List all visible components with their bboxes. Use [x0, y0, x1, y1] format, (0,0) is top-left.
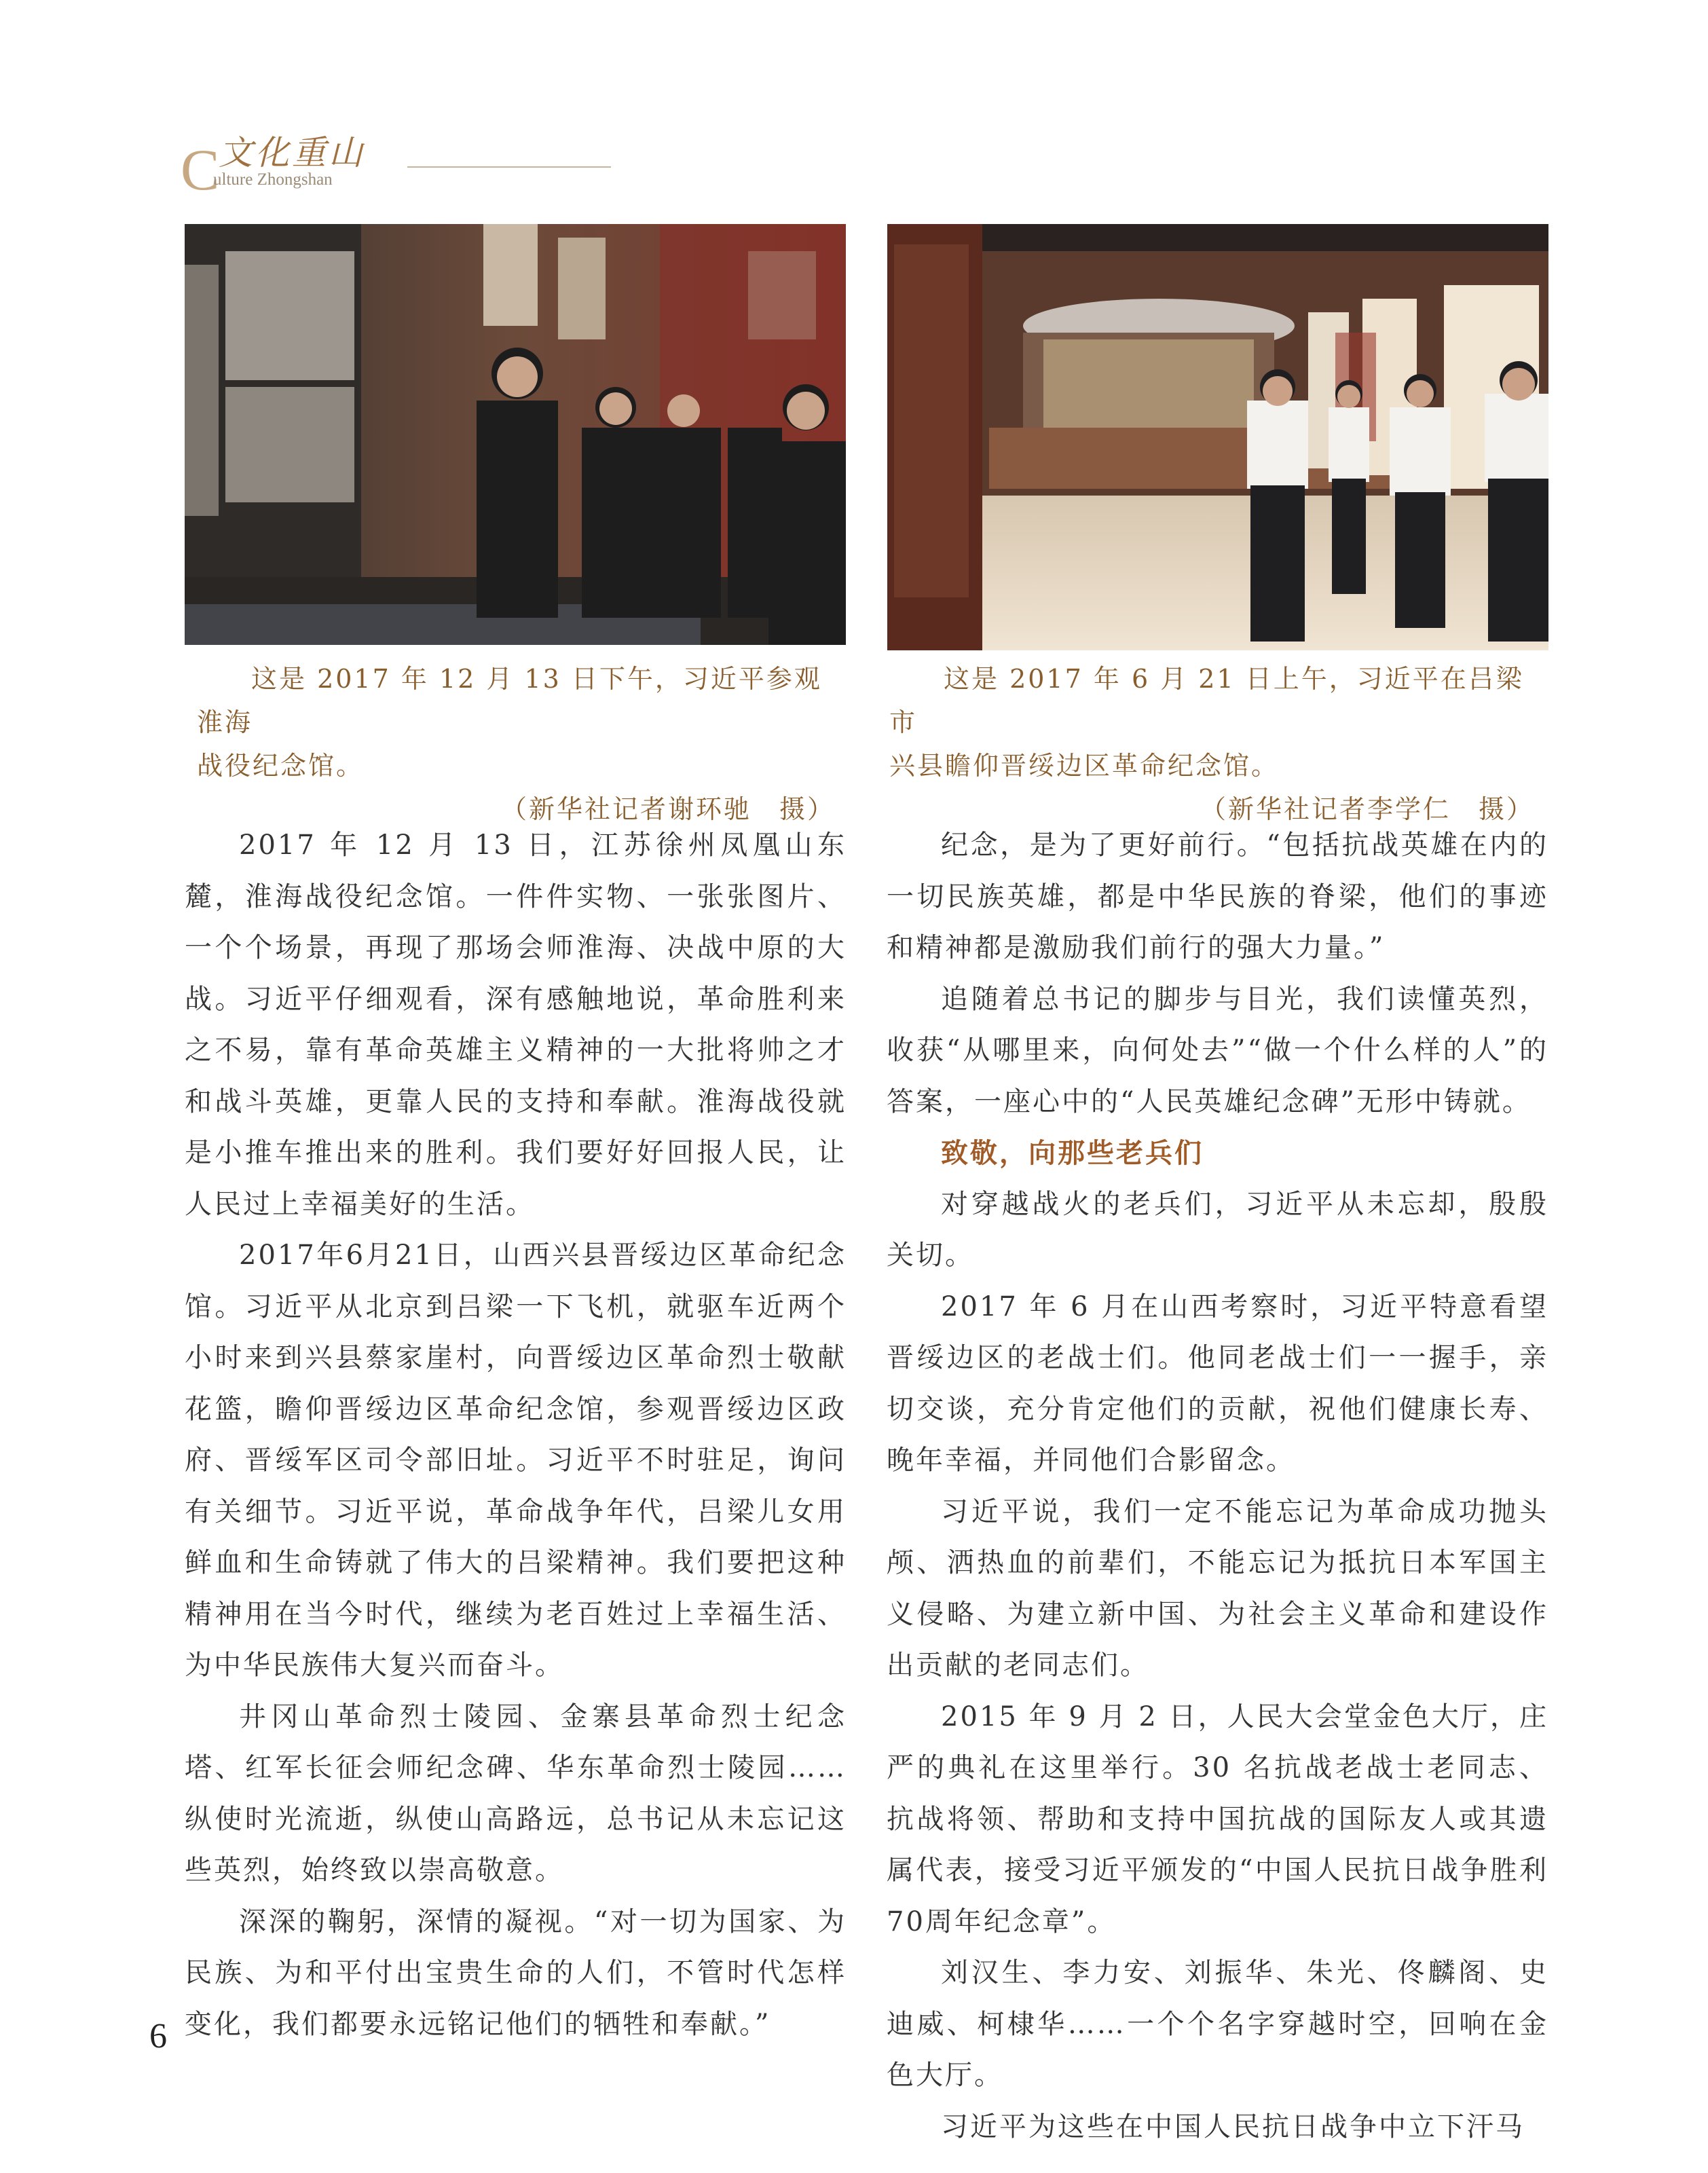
paragraph: 习近平为这些在中国人民抗日战争中立下汗马 [941, 2111, 1525, 2142]
photo-caption-1 [197, 657, 849, 831]
caption-2-credit: （新华社记者李学仁 摄） [1200, 794, 1534, 824]
caption-1-credit: （新华社记者谢环驰 摄） [500, 794, 835, 824]
paragraph: 2015 年 9 月 2 日，人民大会堂金色大厅，庄严的典礼在这里举行。30 名抗战老战士老同志、抗战将领、帮助和支持中国抗战的国际友人或其遗属代表，接受习近平颁发的“中国人民抗日战争胜利70周年纪念章”。 [887, 1701, 1548, 1937]
paragraph: 习近平说，我们一定不能忘记为革命成功抛头颅、洒热血的前辈们，不能忘记为抵抗日本军国主义侵略、为建立新中国、为社会主义革命和建设作出贡献的老同志们。 [887, 1496, 1548, 1681]
header-initial: C [181, 137, 220, 202]
paragraph: 刘汉生、李力安、刘振华、朱光、佟麟阁、史迪威、柯棣华……一个个名字穿越时空，回响在金色大厅。 [887, 1957, 1548, 2091]
paragraph: 追随着总书记的脚步与目光，我们读懂英烈，收获“从哪里来，向何处去”“做一个什么样的人”的答案，一座心中的“人民英雄纪念碑”无形中铸就。 [887, 983, 1548, 1117]
paragraph: 井冈山革命烈士陵园、金寨县革命烈士纪念塔、红军长征会师纪念碑、华东革命烈士陵园……纵使时光流逝，纵使山高路远，总书记从未忘记这些英烈，始终致以崇高敬意。 [185, 1701, 847, 1886]
caption-2-line-1: 这是 2017 年 6 月 21 日上午，习近平在吕梁市 [889, 664, 1524, 737]
header-rule [407, 166, 611, 168]
paragraph: 对穿越战火的老兵们，习近平从未忘却，殷殷关切。 [887, 1188, 1548, 1271]
caption-1-line-1: 这是 2017 年 12 月 13 日下午，习近平参观淮海 [197, 664, 822, 737]
paragraph: 2017 年 12 月 13 日，江苏徐州凤凰山东麓，淮海战役纪念馆。一件件实物、一张张图片、一个个场景，再现了那场会师淮海、决战中原的大战。习近平仔细观看，深有感触地说，革命胜利来之不易，靠有革命英雄主义精神的一大批将帅之才和战斗英雄，更靠人民的支持和奉献。淮海战役就是小推车推出来的胜利。我们要好好回报人民，让人民过上幸福美好的生活。 [185, 830, 847, 1220]
article-right-column [887, 820, 1548, 2153]
section-subheading: 致敬，向那些老兵们 [941, 1137, 1204, 1169]
header-title-en: ulture Zhongshan [213, 170, 333, 189]
page-number: 6 [149, 2017, 167, 2056]
article-left-column [185, 820, 847, 2050]
caption-1-line-2: 战役纪念馆。 [197, 751, 365, 781]
header-title-cn: 文化重山 [219, 133, 365, 172]
photo-jinsui-memorial [887, 224, 1548, 650]
paragraph: 2017年6月21日，山西兴县晋绥边区革命纪念馆。习近平从北京到吕梁一下飞机，就驱车近两个小时来到兴县蔡家崖村，向晋绥边区革命烈士敬献花篮，瞻仰晋绥边区革命纪念馆，参观晋绥边区政府、晋绥军区司令部旧址。习近平不时驻足，询问有关细节。习近平说，革命战争年代，吕梁儿女用鲜血和生命铸就了伟大的吕梁精神。我们要把这种精神用在当今时代，继续为老百姓过上幸福生活、为中华民族伟大复兴而奋斗。 [185, 1240, 847, 1681]
caption-2-line-2: 兴县瞻仰晋绥边区革命纪念馆。 [889, 751, 1280, 781]
paragraph: 深深的鞠躬，深情的凝视。“对一切为国家、为民族、为和平付出宝贵生命的人们，不管时代怎样变化，我们都要永远铭记他们的牺牲和奉献。” [185, 1906, 847, 2040]
paragraph: 2017 年 6 月在山西考察时，习近平特意看望晋绥边区的老战士们。他同老战士们一一握手，亲切交谈，充分肯定他们的贡献，祝他们健康长寿、晚年幸福，并同他们合影留念。 [887, 1290, 1548, 1476]
photo-huaihai-memorial [185, 224, 846, 645]
photo-caption-2 [889, 657, 1548, 831]
paragraph: 纪念，是为了更好前行。“包括抗战英雄在内的一切民族英雄，都是中华民族的脊梁，他们的事迹和精神都是激励我们前行的强大力量。” [887, 830, 1548, 963]
magazine-header [181, 126, 441, 202]
